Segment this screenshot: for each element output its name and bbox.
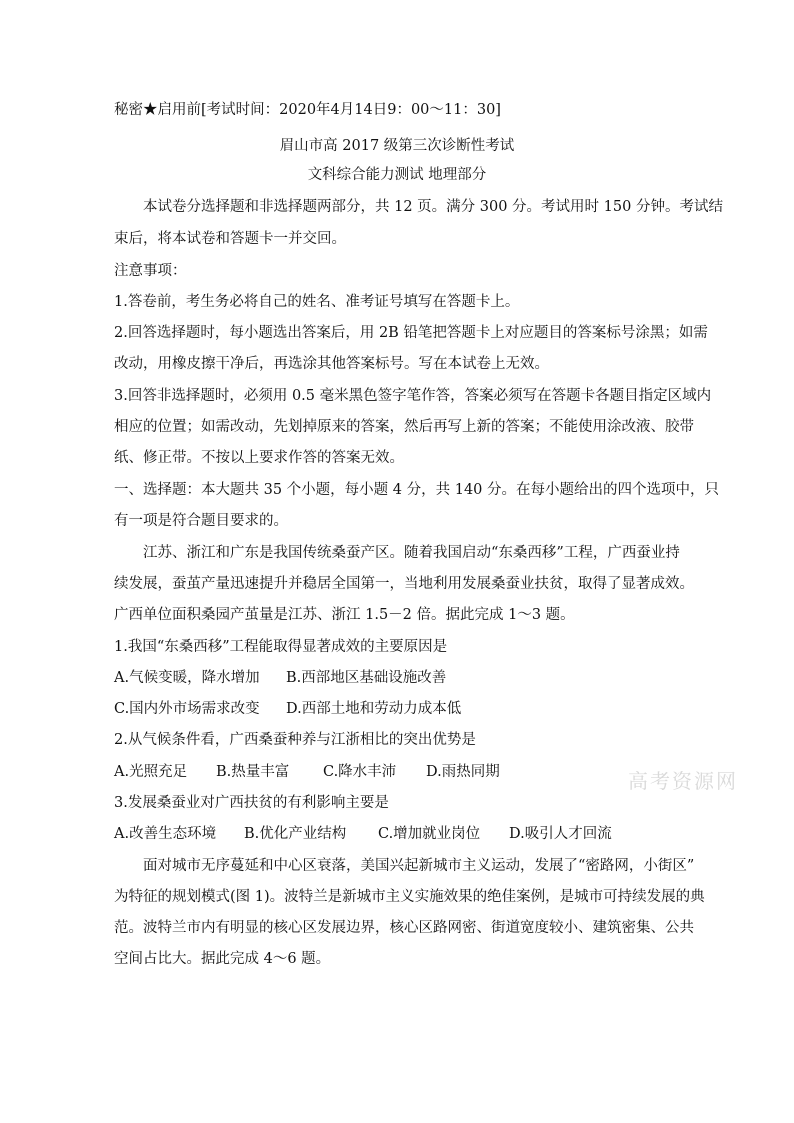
secret-line: 秘密★启用前[考试时间：2020年4月14日9：00～11：30] — [114, 102, 501, 118]
q1-option-b: B.西部地区基础设施改善 — [286, 670, 447, 686]
passage1-line-3: 广西单位面积桑园产茧量是江苏、浙江 1.5－2 倍。据此完成 1～3 题。 — [114, 607, 575, 623]
q3-option-d: D.吸引人才回流 — [509, 826, 612, 842]
passage2-line-4: 空间占比大。据此完成 4～6 题。 — [114, 951, 331, 967]
q1-options-row-2 — [114, 699, 461, 719]
passage1-line-1: 江苏、浙江和广东是我国传统桑蚕产区。随着我国启动“东桑西移”工程，广西蚕业持 — [143, 545, 680, 561]
q3-option-a: A.改善生态环境 — [114, 826, 217, 842]
q2-option-d: D.雨热同期 — [426, 764, 500, 780]
q1-options-row-1 — [114, 668, 446, 688]
subject-title: 文科综合能力测试 地理部分 — [307, 167, 487, 183]
notice-line-3: 改动，用橡皮擦干净后，再选涂其他答案标号。写在本试卷上无效。 — [114, 356, 549, 372]
intro-line-1: 本试卷分选择题和非选择题两部分，共 12 页。满分 300 分。考试用时 150 分钟。考试结 — [143, 199, 723, 215]
passage2-line-2: 为特征的规划模式(图 1)。波特兰是新城市主义实施效果的绝佳案例，是城市可持续发展的典 — [114, 889, 705, 905]
q2-option-c: C.降水丰沛 — [323, 764, 397, 780]
q2-option-b: B.热量丰富 — [216, 764, 290, 780]
q1-stem: 1.我国“东桑西移”工程能取得显著成效的主要原因是 — [114, 639, 448, 655]
q3-option-b: B.优化产业结构 — [244, 826, 347, 842]
q3-stem: 3.发展桑蚕业对广西扶贫的有利影响主要是 — [114, 795, 389, 811]
intro-line-2: 束后，将本试卷和答题卡一并交回。 — [114, 231, 346, 247]
notice-heading: 注意事项： — [114, 263, 187, 279]
notice-line-2: 2.回答选择题时，每小题选出答案后，用 2B 铅笔把答题卡上对应题目的答案标号涂黑；如需 — [114, 325, 708, 341]
section1-line-2: 有一项是符合题目要求的。 — [114, 513, 288, 529]
q1-option-d: D.西部土地和劳动力成本低 — [286, 701, 462, 717]
exam-title: 眉山市高 2017 级第三次诊断性考试 — [279, 138, 515, 154]
passage1-line-2: 续发展，蚕茧产量迅速提升并稳居全国第一，当地利用发展桑蚕业扶贫，取得了显著成效。 — [114, 576, 694, 592]
passage2-line-1: 面对城市无序蔓延和中心区衰落，美国兴起新城市主义运动，发展了“密路网，小街区” — [143, 858, 695, 874]
passage2-line-3: 范。波特兰市内有明显的核心区发展边界，核心区路网密、街道宽度较小、建筑密集、公共 — [114, 920, 694, 936]
q3-option-c: C.增加就业岗位 — [378, 826, 481, 842]
notice-line-6: 纸、修正带。不按以上要求作答的答案无效。 — [114, 450, 404, 466]
q3-options-row — [114, 824, 612, 844]
q2-stem: 2.从气候条件看，广西桑蚕种养与江浙相比的突出优势是 — [114, 732, 476, 748]
q1-option-c: C.国内外市场需求改变 — [114, 701, 260, 717]
q2-options-row — [114, 762, 500, 782]
section1-line-1: 一、选择题：本大题共 35 个小题，每小题 4 分，共 140 分。在每小题给出的四个选项中，只 — [114, 482, 720, 498]
q1-option-a: A.气候变暖，降水增加 — [114, 670, 260, 686]
notice-line-1: 1.答卷前，考生务必将自己的姓名、准考证号填写在答题卡上。 — [114, 294, 520, 310]
watermark: 高考资源网 — [628, 769, 738, 793]
q2-option-a: A.光照充足 — [114, 764, 188, 780]
notice-line-4: 3.回答非选择题时，必须用 0.5 毫米黑色签字笔作答，答案必须写在答题卡各题目指定区域内 — [114, 388, 712, 404]
notice-line-5: 相应的位置；如需改动，先划掉原来的答案，然后再写上新的答案；不能使用涂改液、胶带 — [114, 419, 694, 435]
